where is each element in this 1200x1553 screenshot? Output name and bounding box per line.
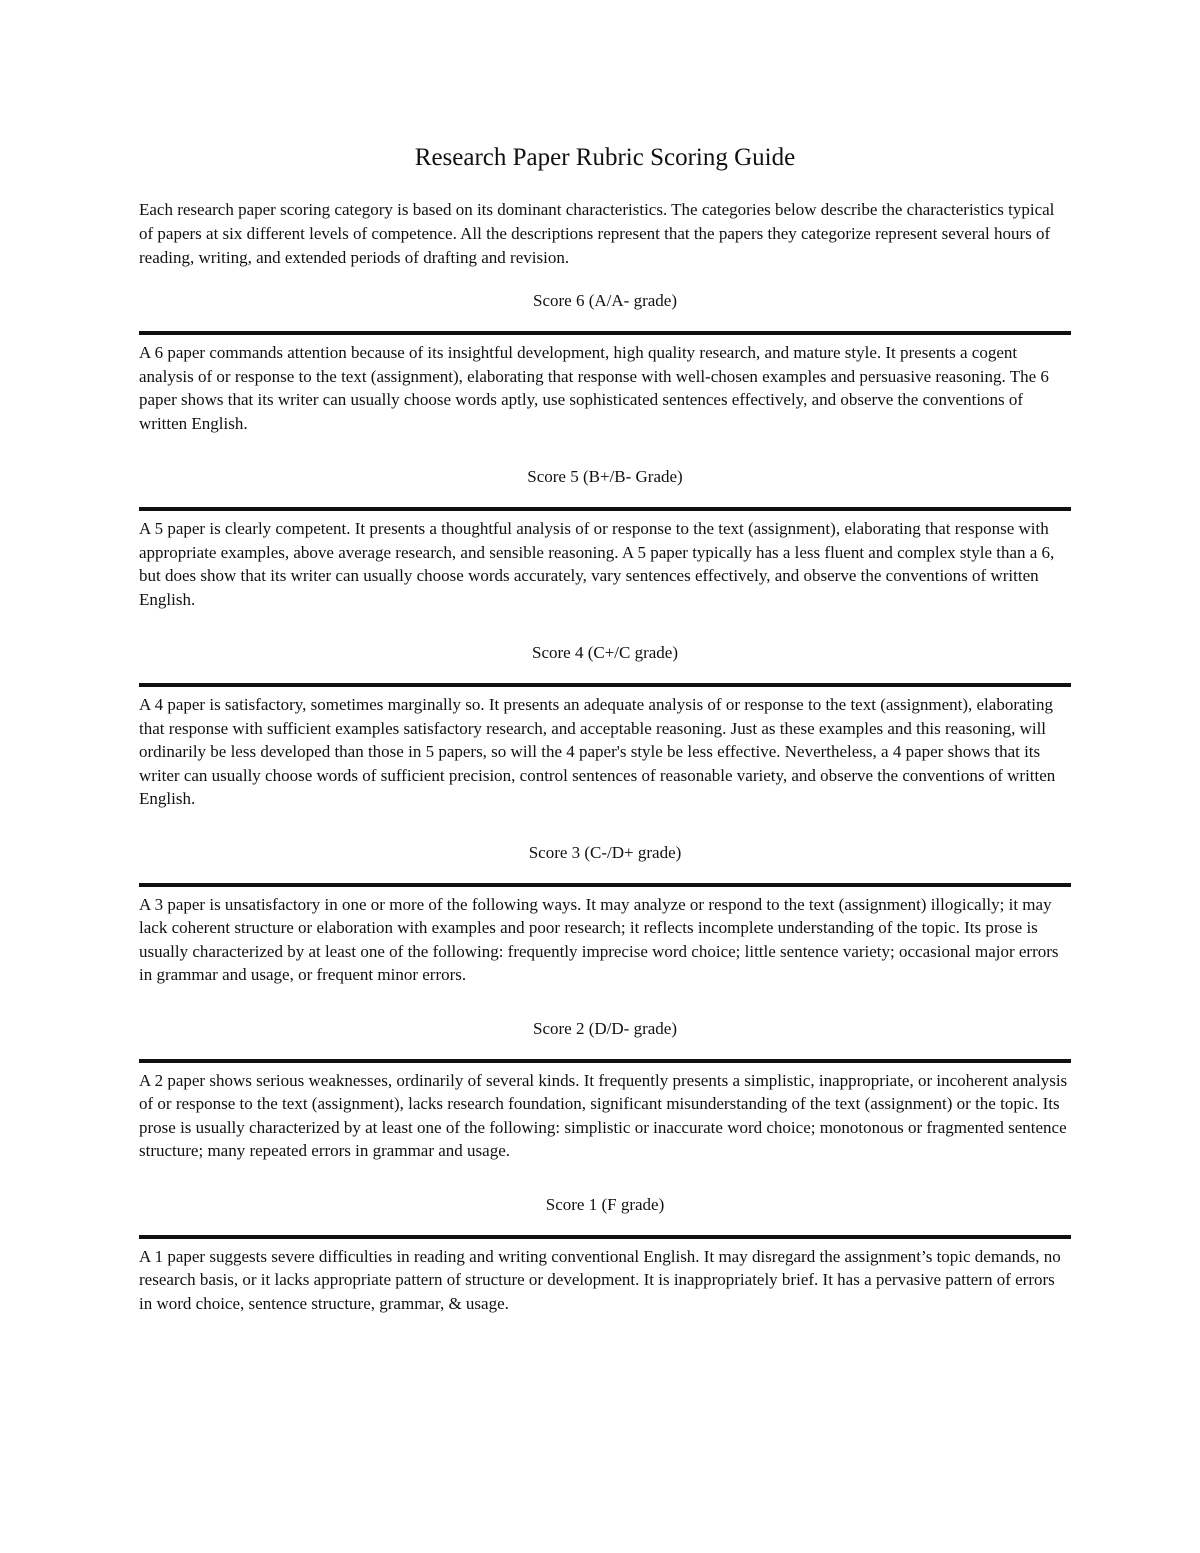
score-description: A 6 paper commands attention because of its insightful development, high quality research, and mature style. It presents a cogent analysis of or response to the text (assignment), elaborating that response with well-chosen examples and persuasive reasoning. The 6 paper shows that its writer can usually choose words aptly, use sophisticated sentences effectively, and observe the conventions of written English.	[139, 343, 1049, 433]
score-description: A 1 paper suggests severe difficulties in reading and writing conventional English. It may disregard the assignment’s topic demands, no research basis, or it lacks appropriate pattern of structure or development. It is inappropriately brief. It has a pervasive pattern of errors in word choice, sentence structure, grammar, & usage.	[139, 1246, 1061, 1313]
section-divider	[139, 1235, 1071, 1239]
score-section-3	[139, 841, 1071, 987]
score-heading: Score 4 (C+/C grade)	[531, 643, 679, 662]
score-section-4	[139, 641, 1071, 811]
score-heading: Score 3 (C-/D+ grade)	[528, 842, 682, 862]
score-description: A 5 paper is clearly competent. It presents a thoughtful analysis of or response to the text (assignment), elaborating that response with appropriate examples, above average research, and sensible reasoning. A 5 paper typically has a less fluent and complex style than a 6, but does show that its writer can usually choose words accurately, vary sentences effectively, and observe the conventions of written English.	[139, 519, 1055, 609]
section-divider	[139, 331, 1071, 335]
section-divider	[139, 683, 1071, 687]
score-heading: Score 1 (F grade)	[545, 1194, 665, 1214]
score-section-6	[139, 289, 1071, 435]
score-heading: Score 6 (A/A- grade)	[533, 291, 677, 310]
document-page	[139, 140, 1071, 1345]
score-heading: Score 2 (D/D- grade)	[533, 1018, 677, 1038]
document-title: Research Paper Rubric Scoring Guide	[414, 144, 796, 171]
score-description: A 4 paper is satisfactory, sometimes marginally so. It presents an adequate analysis of or response to the text (assignment), elaborating that response with sufficient examples satisfactory research, and acceptable reasoning. Just as these examples and this reasoning, will ordinarily be less developed than those in 5 papers, so will the 4 paper's style be less effective. Nevertheless, a 4 paper shows that its writer can usually choose words of sufficient precision, control sentences of reasonable variety, and observe the conventions of written English.	[139, 695, 1056, 808]
section-divider	[139, 1059, 1071, 1063]
score-section-2	[139, 1017, 1071, 1163]
score-description: A 2 paper shows serious weaknesses, ordinarily of several kinds. It frequently presents a simplistic, inappropriate, or incoherent analysis of or response to the text (assignment), lacks research foundation, significant misunderstanding of the text (assignment) or the topic. Its prose is usually characterized by at least one of the following: simplistic or inaccurate word choice; monotonous or fragmented sentence structure; many repeated errors in grammar and usage.	[139, 1070, 1068, 1160]
intro-paragraph: Each research paper scoring category is based on its dominant characteristics. The categories below describe the characteristics typical of papers at six different levels of competence. All the descriptions represent that the papers they categorize represent several hours of reading, writing, and extended periods of drafting and revision.	[139, 200, 1055, 267]
section-divider	[139, 507, 1071, 511]
score-section-1	[139, 1193, 1071, 1316]
section-divider	[139, 883, 1071, 887]
score-heading: Score 5 (B+/B- Grade)	[527, 467, 683, 486]
score-description: A 3 paper is unsatisfactory in one or more of the following ways. It may analyze or respond to the text (assignment) illogically; it may lack coherent structure or elaboration with examples and poor research; it reflects incomplete understanding of the topic. Its prose is usually characterized by at least one of the following: frequently imprecise word choice; little sentence variety; occasional major errors in grammar and usage, or frequent minor errors.	[139, 894, 1059, 984]
score-section-5	[139, 465, 1071, 611]
